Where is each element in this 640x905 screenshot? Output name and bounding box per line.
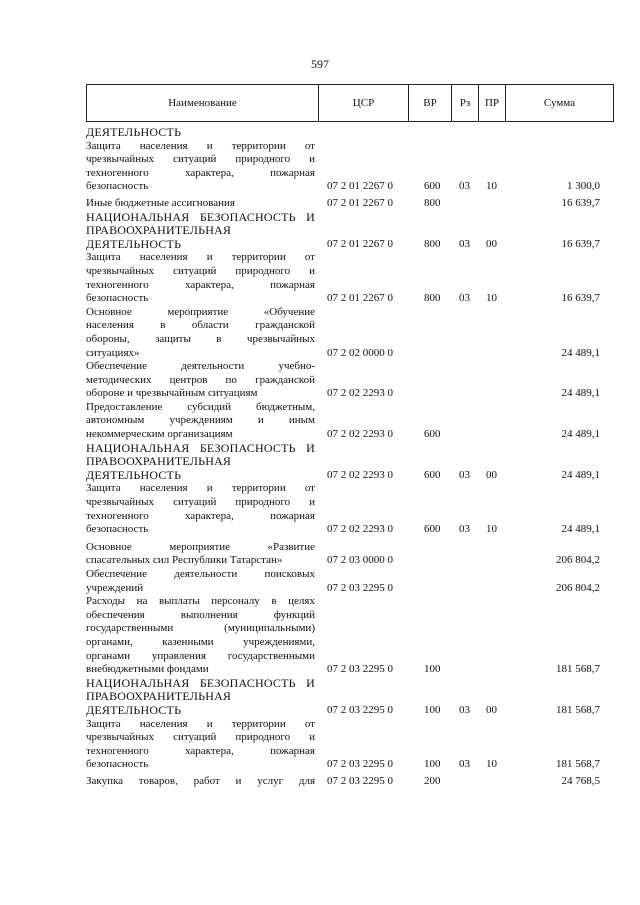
table-row (86, 197, 614, 211)
row-name-line: Обеспечение деятельности учебно- (86, 360, 315, 373)
table-row (86, 718, 614, 772)
row-pr: 00 (486, 468, 497, 481)
row-name-line: Основное мероприятие «Обучение (86, 305, 315, 318)
row-name (86, 595, 315, 677)
row-csr: 07 2 01 2267 0 (327, 196, 393, 209)
row-csr: 07 2 02 2293 0 (327, 428, 393, 441)
row-name (86, 360, 315, 401)
row-name-line: ПРАВООХРАНИТЕЛЬНАЯ (86, 689, 232, 704)
table-row (86, 360, 614, 401)
table-row (86, 140, 614, 194)
row-name-line: техногенного характера, пожарная (86, 166, 315, 179)
row-name-line: ситуациях» (86, 346, 140, 359)
row-name-line: Защита населения и территории от (86, 717, 315, 730)
row-name-line: безопасность (86, 180, 149, 193)
row-pr: 10 (486, 758, 497, 771)
row-name-line: техногенного характера, пожарная (86, 509, 315, 522)
row-sum: 181 568,7 (556, 758, 600, 771)
row-vr: 600 (424, 468, 441, 481)
row-name-line: обороны, защиты в чрезвычайных (86, 332, 315, 345)
row-rz: 03 (459, 468, 470, 481)
row-name-line: обеспечения выполнения функций (86, 608, 315, 621)
row-csr: 07 2 01 2267 0 (327, 237, 393, 250)
row-sum: 206 804,2 (556, 581, 600, 594)
row-name-line: Закупка товаров, работ и услуг для (86, 774, 315, 787)
table-row (86, 126, 614, 140)
row-name-line: ДЕЯТЕЛЬНОСТЬ (86, 125, 182, 139)
row-name-line: спасательных сил Республики Татарстан» (86, 554, 283, 567)
row-sum: 206 804,2 (556, 554, 600, 567)
row-name-line: ДЕЯТЕЛЬНОСТЬ (86, 702, 182, 717)
header-csr: ЦСР (318, 84, 409, 122)
row-name-line: НАЦИОНАЛЬНАЯ БЕЗОПАСНОСТЬ И (86, 209, 315, 224)
header-rz: Рз (451, 84, 479, 122)
row-name-line: автономным учреждениям и иным (86, 414, 315, 427)
row-csr: 07 2 03 0000 0 (327, 554, 393, 567)
row-csr: 07 2 02 2293 0 (327, 468, 393, 481)
row-vr: 800 (424, 292, 441, 305)
table-row (86, 211, 614, 252)
row-vr: 100 (424, 703, 441, 716)
row-name-line: государственными (муниципальными) (86, 622, 315, 635)
row-sum: 16 639,7 (561, 237, 600, 250)
table-row (86, 401, 614, 442)
table-row (86, 568, 614, 595)
row-name-line: Иные бюджетные ассигнования (86, 196, 235, 209)
row-name-line: населения в области гражданской (86, 319, 315, 332)
row-name (86, 140, 315, 194)
row-vr: 800 (424, 196, 441, 209)
row-name-line: НАЦИОНАЛЬНАЯ БЕЗОПАСНОСТЬ И (86, 440, 315, 455)
row-name-line: некоммерческим организациям (86, 428, 233, 441)
row-vr: 200 (424, 774, 441, 787)
row-rz: 03 (459, 292, 470, 305)
row-name-line: Защита населения и территории от (86, 482, 315, 495)
row-sum: 24 489,1 (561, 468, 600, 481)
row-name (86, 482, 315, 536)
row-name-line: безопасность (86, 292, 149, 305)
row-sum: 16 639,7 (561, 292, 600, 305)
row-csr: 07 2 03 2295 0 (327, 758, 393, 771)
table-row (86, 595, 614, 677)
header-vr: ВР (408, 84, 452, 122)
row-csr: 07 2 02 2293 0 (327, 387, 393, 400)
row-rz: 03 (459, 758, 470, 771)
header-name: Наименование (86, 84, 319, 122)
row-name-line: чрезвычайных ситуаций природного и (86, 731, 315, 744)
row-name-line: НАЦИОНАЛЬНАЯ БЕЗОПАСНОСТЬ И (86, 675, 315, 690)
row-name-line: внебюджетными фондами (86, 663, 209, 676)
row-sum: 1 300,0 (567, 180, 600, 193)
row-name-line: обороне и чрезвычайным ситуациям (86, 387, 258, 400)
row-vr: 800 (424, 237, 441, 250)
row-rz: 03 (459, 237, 470, 250)
row-csr: 07 2 03 2295 0 (327, 581, 393, 594)
row-name-line: органами, казенными учреждениями, (86, 635, 315, 648)
table-row (86, 306, 614, 360)
row-csr: 07 2 01 2267 0 (327, 292, 393, 305)
row-name-line: безопасность (86, 523, 149, 536)
row-csr: 07 2 03 2295 0 (327, 774, 393, 787)
row-name-line: ПРАВООХРАНИТЕЛЬНАЯ (86, 454, 232, 469)
row-sum: 24 489,1 (561, 346, 600, 359)
row-name-line: методических центров по гражданской (86, 373, 315, 386)
row-name-line: Расходы на выплаты персоналу в целях (86, 595, 315, 608)
row-name (86, 306, 315, 360)
row-sum: 24 489,1 (561, 428, 600, 441)
row-name (86, 401, 315, 442)
row-sum: 16 639,7 (561, 196, 600, 209)
row-name-line: ДЕЯТЕЛЬНОСТЬ (86, 467, 182, 482)
row-name (86, 126, 315, 140)
table-row (86, 251, 614, 305)
row-name (86, 211, 315, 252)
row-name-line: чрезвычайных ситуаций природного и (86, 496, 315, 509)
row-name (86, 568, 315, 595)
row-name-line: Обеспечение деятельности поисковых (86, 568, 315, 580)
row-vr: 600 (424, 180, 441, 193)
row-sum: 181 568,7 (556, 703, 600, 716)
row-name (86, 718, 315, 772)
row-csr: 07 2 03 2295 0 (327, 703, 393, 716)
row-sum: 24 768,5 (561, 774, 600, 787)
row-name-line: Защита населения и территории от (86, 139, 315, 152)
row-name-line: безопасность (86, 758, 149, 771)
row-name (86, 775, 315, 789)
header-pr: ПР (478, 84, 506, 122)
row-name-line: техногенного характера, пожарная (86, 278, 315, 291)
row-name-line: чрезвычайных ситуаций природного и (86, 153, 315, 166)
row-name (86, 197, 315, 211)
row-pr: 00 (486, 703, 497, 716)
row-name (86, 677, 315, 718)
row-pr: 10 (486, 523, 497, 536)
row-pr: 00 (486, 237, 497, 250)
row-name-line: учреждений (86, 581, 144, 594)
row-vr: 100 (424, 663, 441, 676)
row-rz: 03 (459, 180, 470, 193)
row-name-line: Защита населения и территории от (86, 251, 315, 264)
row-name (86, 541, 315, 568)
table-row (86, 442, 614, 483)
row-csr: 07 2 02 0000 0 (327, 346, 393, 359)
row-vr: 100 (424, 758, 441, 771)
row-sum: 24 489,1 (561, 523, 600, 536)
row-sum: 24 489,1 (561, 387, 600, 400)
row-csr: 07 2 01 2267 0 (327, 180, 393, 193)
row-vr: 600 (424, 523, 441, 536)
row-vr: 600 (424, 428, 441, 441)
row-name-line: Предоставление субсидий бюджетным, (86, 400, 315, 413)
table-header (86, 84, 614, 124)
table-row (86, 541, 614, 568)
row-rz: 03 (459, 523, 470, 536)
row-rz: 03 (459, 703, 470, 716)
page-number: 597 (311, 57, 329, 71)
row-name-line: техногенного характера, пожарная (86, 744, 315, 757)
table-row (86, 775, 614, 789)
row-csr: 07 2 02 2293 0 (327, 523, 393, 536)
row-pr: 10 (486, 292, 497, 305)
header-sum: Сумма (505, 84, 614, 122)
row-name (86, 442, 315, 483)
row-sum: 181 568,7 (556, 663, 600, 676)
table-body (86, 126, 614, 789)
row-name-line: чрезвычайных ситуаций природного и (86, 264, 315, 277)
row-pr: 10 (486, 180, 497, 193)
row-name-line: Основное мероприятие «Развитие (86, 540, 315, 553)
row-name-line: ДЕЯТЕЛЬНОСТЬ (86, 236, 182, 251)
table-row (86, 677, 614, 718)
row-name-line: органами управления государственными (86, 649, 315, 662)
table-row (86, 482, 614, 536)
row-csr: 07 2 03 2295 0 (327, 663, 393, 676)
row-name-line: ПРАВООХРАНИТЕЛЬНАЯ (86, 223, 232, 238)
row-name (86, 251, 315, 305)
